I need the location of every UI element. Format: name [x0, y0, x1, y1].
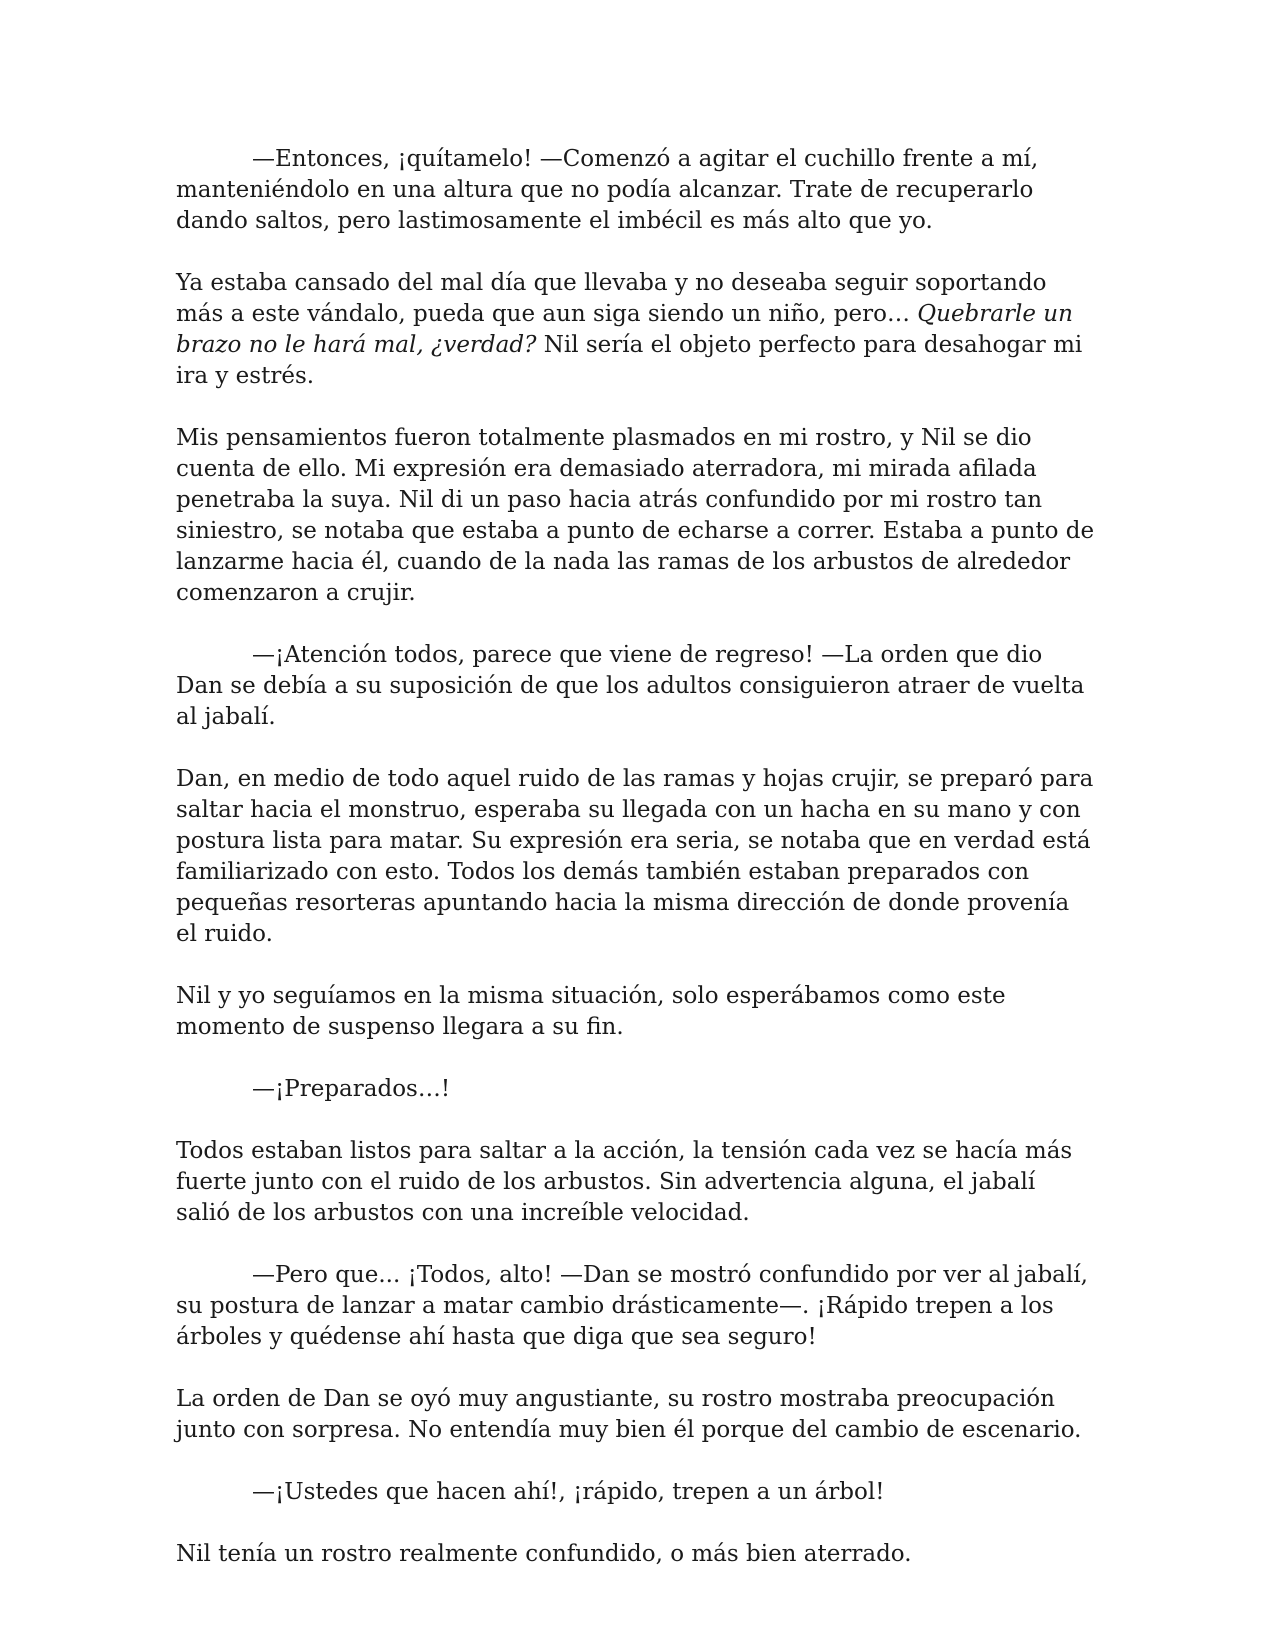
narration-paragraph: [176, 268, 1096, 392]
narration-paragraph: [176, 1384, 1096, 1446]
dialogue-paragraph: [176, 144, 1096, 237]
narration-paragraph: [176, 423, 1096, 609]
dialogue-paragraph: [176, 1074, 1096, 1105]
narration-paragraph: [176, 1136, 1096, 1229]
paragraph-text: —Pero que... ¡Todos, alto! —Dan se mostró confundido por ver al jabalí, su postura de lanzar a matar cambio drásticamente—. ¡Rápido trepen a los árboles y quédense ahí hasta que diga que sea seguro!: [176, 1262, 1088, 1350]
narration-paragraph: [176, 764, 1096, 950]
paragraph-text: Todos estaban listos para saltar a la acción, la tensión cada vez se hacía más fuerte junto con el ruido de los arbustos. Sin advertencia alguna, el jabalí salió de los arbustos con una increíble velocidad.: [176, 1138, 1073, 1226]
paragraph-text: Mis pensamientos fueron totalmente plasmados en mi rostro, y Nil se dio cuenta de ello. Mi expresión era demasiado aterradora, mi mirada afilada penetraba la suya. Nil di un paso hacia atrás confundido por mi rostro tan siniestro, se notaba que estaba a punto de echarse a correr. Estaba a punto de lanzarme hacia él, cuando de la nada las ramas de los arbustos de alrededor comenzaron a crujir.: [176, 425, 1095, 606]
paragraph-text: Nil sería el objeto perfecto para desahogar mi ira y estrés.: [176, 332, 1083, 389]
narration-paragraph: [176, 1539, 1096, 1570]
paragraph-text: —¡Atención todos, parece que viene de regreso! —La orden que dio Dan se debía a su suposición de que los adultos consiguieron atraer de vuelta al jabalí.: [176, 642, 1085, 730]
document-page: [176, 144, 1096, 1570]
paragraph-text: —¡Preparados…!: [252, 1076, 451, 1102]
paragraph-text: Ya estaba cansado del mal día que llevaba y no deseaba seguir soportando más a este vándalo, pueda que aun siga siendo un niño, pero…: [176, 270, 1047, 327]
dialogue-paragraph: [176, 640, 1096, 733]
dialogue-paragraph: [176, 1260, 1096, 1353]
paragraph-text: —Entonces, ¡quítamelo! —Comenzó a agitar el cuchillo frente a mí, manteniéndolo en una altura que no podía alcanzar. Trate de recuperarlo dando saltos, pero lastimosamente el imbécil es más alto que yo.: [176, 146, 1039, 234]
paragraph-text: La orden de Dan se oyó muy angustiante, su rostro mostraba preocupación junto con sorpresa. No entendía muy bien él porque del cambio de escenario.: [176, 1386, 1082, 1443]
paragraph-text: Nil tenía un rostro realmente confundido, o más bien aterrado.: [176, 1541, 912, 1567]
italic-thought: Quebrarle un brazo no le hará mal, ¿verdad?: [176, 301, 1073, 358]
dialogue-paragraph: [176, 1477, 1096, 1508]
paragraph-text: —¡Ustedes que hacen ahí!, ¡rápido, trepen a un árbol!: [252, 1479, 885, 1505]
paragraph-text: Nil y yo seguíamos en la misma situación, solo esperábamos como este momento de suspenso llegara a su fin.: [176, 983, 1006, 1040]
paragraph-text: Dan, en medio de todo aquel ruido de las ramas y hojas crujir, se preparó para saltar hacia el monstruo, esperaba su llegada con un hacha en su mano y con postura lista para matar. Su expresión era seria, se notaba que en verdad está familiarizado con esto. Todos los demás también estaban preparados con pequeñas resorteras apuntando hacia la misma dirección de donde provenía el ruido.: [176, 766, 1094, 947]
narration-paragraph: [176, 981, 1096, 1043]
